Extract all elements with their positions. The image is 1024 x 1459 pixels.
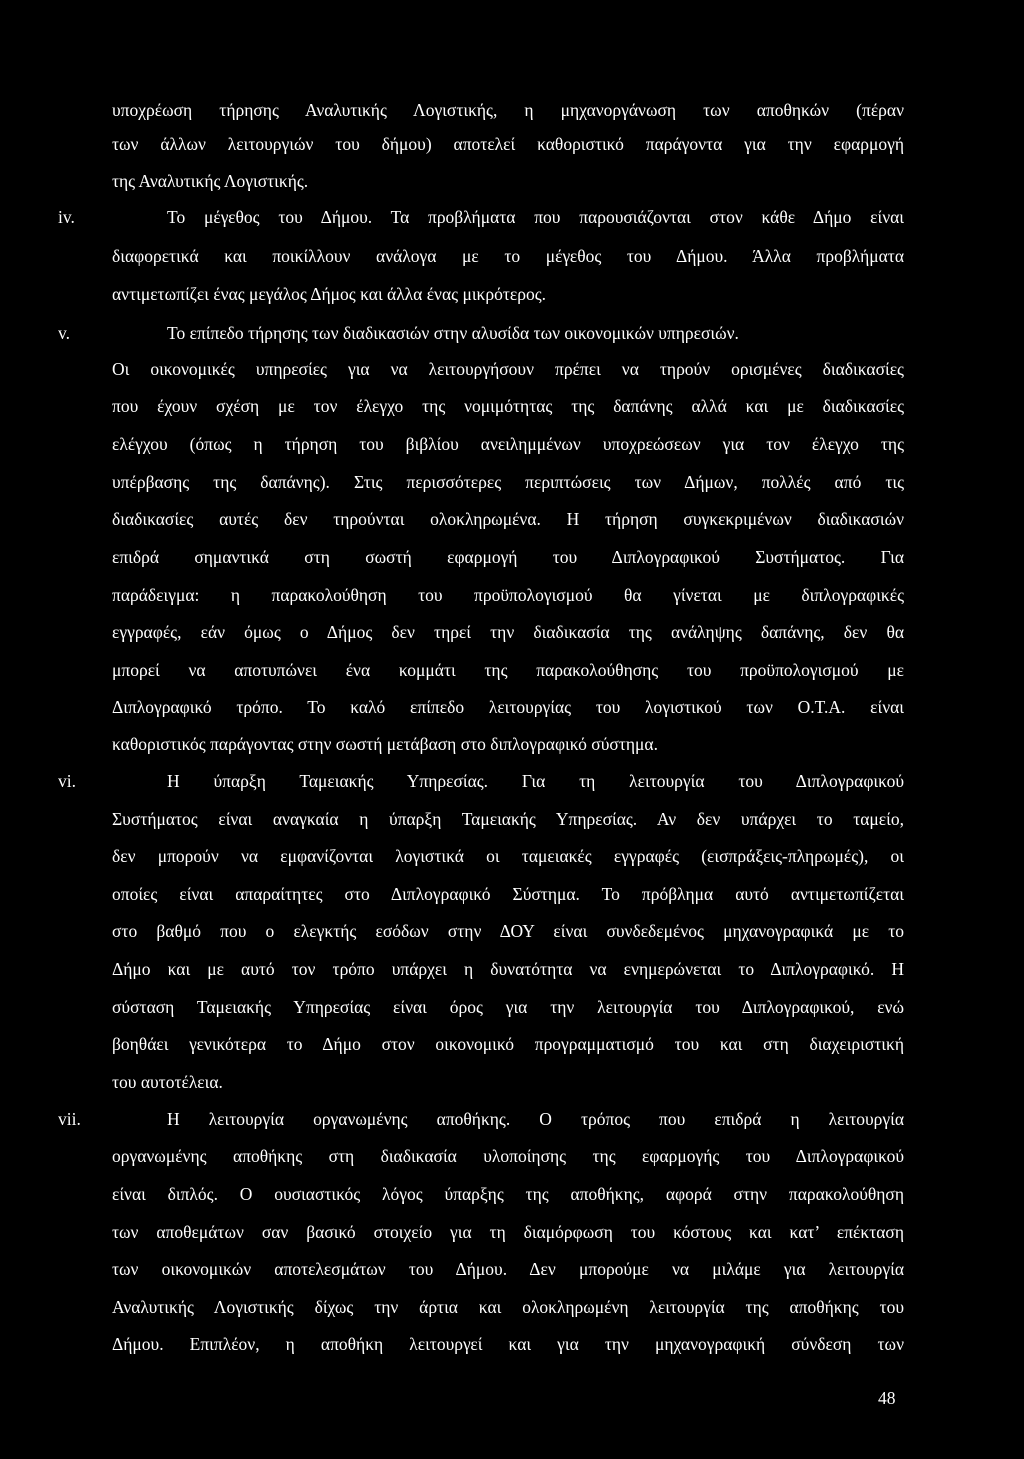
text-line: των άλλων λειτουργιών του δήμου) αποτελεί καθοριστικό παράγοντα για την εφαρμογή	[112, 134, 904, 154]
text-line: παράδειγμα: η παρακολούθηση του προϋπολογισμού θα γίνεται με διπλογραφικές	[112, 585, 904, 605]
text-line: Η ύπαρξη Ταμειακής Υπηρεσίας. Για τη λειτουργία του Διπλογραφικού	[167, 771, 904, 791]
text-line: των αποθεμάτων σαν βασικό στοιχείο για τη διαμόρφωση του κόστους και κατ’ επέκταση	[112, 1222, 904, 1242]
text-line: σύσταση Ταμειακής Υπηρεσίας είναι όρος για την λειτουργία του Διπλογραφικού, ενώ	[112, 997, 904, 1017]
text-line: υπέρβασης της δαπάνης). Στις περισσότερες περιπτώσεις των Δήμων, πολλές από τις	[112, 472, 904, 492]
text-line: επιδρά σημαντικά στη σωστή εφαρμογή του Διπλογραφικού Συστήματος. Για	[112, 547, 904, 567]
text-line: οποίες είναι απαραίτητες στο Διπλογραφικό Σύστημα. Το πρόβλημα αυτό αντιμετωπίζεται	[112, 884, 904, 904]
text-line: διαδικασίες αυτές δεν τηρούνται ολοκληρωμένα. Η τήρηση συγκεκριμένων διαδικασιών	[112, 509, 904, 529]
text-line: Δήμου. Επιπλέον, η αποθήκη λειτουργεί και για την μηχανογραφική σύνδεση των	[112, 1334, 904, 1354]
text-line: Η λειτουργία οργανωμένης αποθήκης. Ο τρόπος που επιδρά η λειτουργία	[167, 1109, 904, 1129]
text-line: Οι οικονομικές υπηρεσίες για να λειτουργήσουν πρέπει να τηρούν ορισμένες διαδικασίες	[112, 359, 904, 379]
text-line: Αναλυτικής Λογιστικής δίχως την άρτια και ολοκληρωμένη λειτουργία της αποθήκης του	[112, 1297, 904, 1317]
text-line: Το μέγεθος του Δήμου. Τα προβλήματα που παρουσιάζονται στον κάθε Δήμο είναι	[167, 207, 904, 227]
text-line: Συστήματος είναι αναγκαία η ύπαρξη Ταμειακής Υπηρεσίας. Αν δεν υπάρχει το ταμείο,	[112, 809, 904, 829]
text-line: είναι διπλός. Ο ουσιαστικός λόγος ύπαρξης της αποθήκης, αφορά στην παρακολούθηση	[112, 1184, 904, 1204]
text-line: καθοριστικός παράγοντας στην σωστή μετάβαση στο διπλογραφικό σύστημα.	[112, 734, 658, 754]
text-line: διαφορετικά και ποικίλλουν ανάλογα με το μέγεθος του Δήμου. Άλλα προβλήματα	[112, 246, 904, 266]
text-line: υποχρέωση τήρησης Αναλυτικής Λογιστικής, η μηχανοργάνωση των αποθηκών (πέραν	[112, 100, 904, 120]
text-line: βοηθάει γενικότερα το Δήμο στον οικονομικό προγραμματισμό του και στη διαχειριστική	[112, 1034, 904, 1054]
text-line: οργανωμένης αποθήκης στη διαδικασία υλοποίησης της εφαρμογής του Διπλογραφικού	[112, 1146, 904, 1166]
text-line: του αυτοτέλεια.	[112, 1072, 223, 1092]
text-line: στο βαθμό που ο ελεγκτής εσόδων στην ΔΟΥ είναι συνδεδεμένος μηχανογραφικά με το	[112, 921, 904, 941]
text-line: μπορεί να αποτυπώνει ένα κομμάτι της παρακολούθησης του προϋπολογισμού με	[112, 660, 904, 680]
text-line: που έχουν σχέση με τον έλεγχο της νομιμότητας της δαπάνης αλλά και με διαδικασίες	[112, 396, 904, 416]
text-line: Το επίπεδο τήρησης των διαδικασιών στην αλυσίδα των οικονομικών υπηρεσιών.	[167, 323, 739, 343]
text-line: Δήμο και με αυτό τον τρόπο υπάρχει η δυνατότητα να ενημερώνεται το Διπλογραφικό. Η	[112, 959, 904, 979]
list-numeral-v: v.	[58, 323, 70, 343]
text-line: δεν μπορούν να εμφανίζονται λογιστικά οι ταμειακές εγγραφές (εισπράξεις-πληρωμές), οι	[112, 846, 904, 866]
page-number: 48	[878, 1388, 896, 1408]
text-line: αντιμετωπίζει ένας μεγάλος Δήμος και άλλα ένας μικρότερος.	[112, 284, 547, 304]
list-numeral-vii: vii.	[58, 1109, 81, 1129]
text-line: των οικονομικών αποτελεσμάτων του Δήμου. Δεν μπορούμε να μιλάμε για λειτουργία	[112, 1259, 904, 1279]
text-line: ελέγχου (όπως η τήρηση του βιβλίου ανειλημμένων υποχρεώσεων για τον έλεγχο της	[112, 434, 904, 454]
text-line: εγγραφές, εάν όμως ο Δήμος δεν τηρεί την διαδικασία της ανάληψης δαπάνης, δεν θα	[112, 622, 904, 642]
list-numeral-iv: iv.	[58, 207, 75, 227]
list-numeral-vi: vi.	[58, 771, 76, 791]
text-line: της Αναλυτικής Λογιστικής.	[112, 171, 309, 191]
text-line: Διπλογραφικό τρόπο. Το καλό επίπεδο λειτουργίας του λογιστικού των Ο.Τ.Α. είναι	[112, 697, 904, 717]
